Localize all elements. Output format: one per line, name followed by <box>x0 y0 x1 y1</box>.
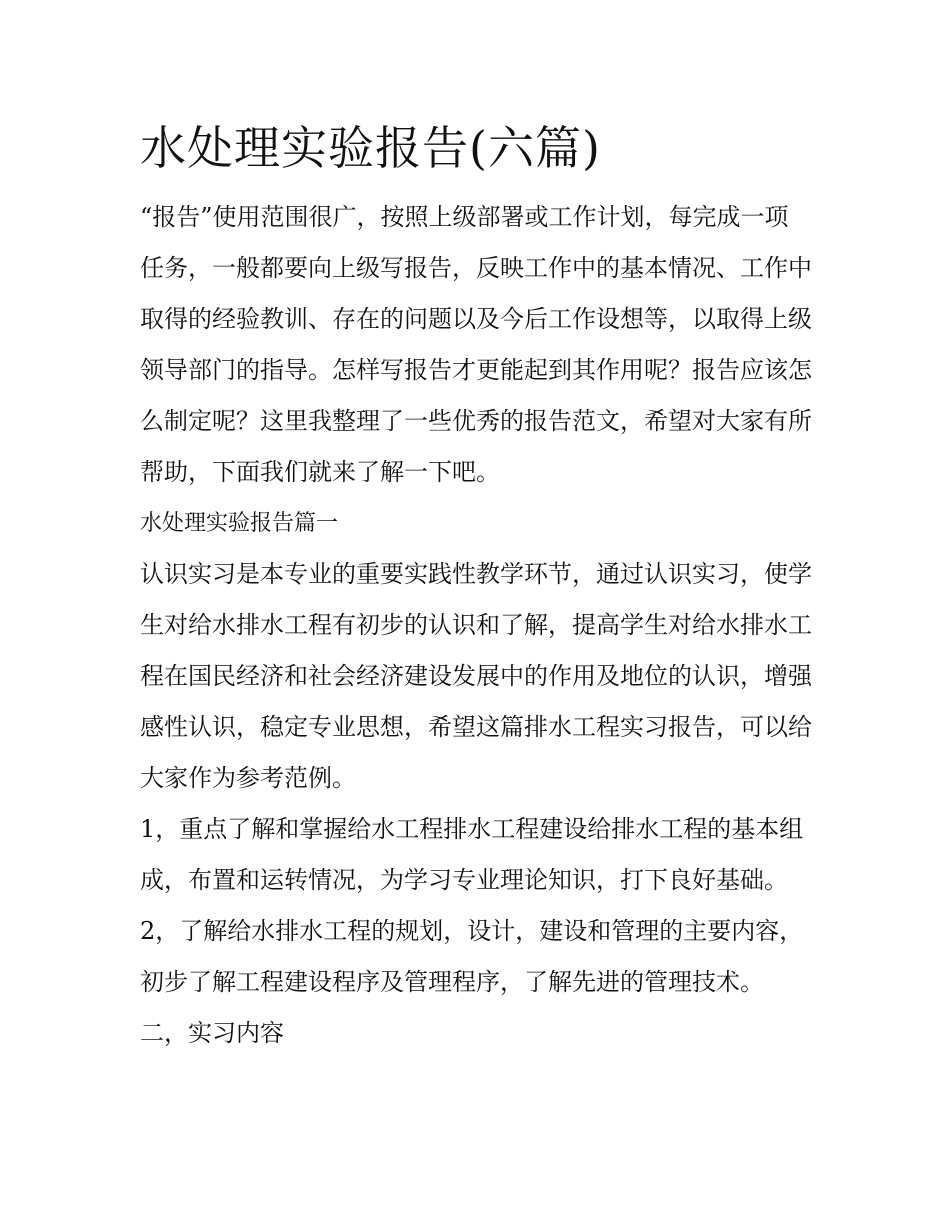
document-title: 水处理实验报告(六篇) <box>140 121 601 175</box>
document-body <box>140 112 812 1059</box>
section-heading: 水处理实验报告篇一 <box>140 511 339 536</box>
section-paragraph: 认识实习是本专业的重要实践性教学环节，通过认识实习，使学生对给水排水工程有初步的认识和了解，提高学生对给水排水工程在国民经济和社会经济建设发展中的作用及地位的认识，增强感性认识，稳定专业思想，希望这篇排水工程实习报告，可以给大家作为参考范例。 <box>140 560 812 792</box>
list-item-1: 1，重点了解和掌握给水工程排水工程建设给排水工程的基本组成，布置和运转情况，为学习专业理论知识，打下良好基础。 <box>140 815 804 894</box>
list-item-2: 2，了解给水排水工程的规划，设计，建设和管理的主要内容，初步了解工程建设程序及管理程序，了解先进的管理技术。 二，实习内容 <box>140 917 804 1047</box>
intro-paragraph: “报告”使用范围很广，按照上级部署或工作计划，每完成一项任务，一般都要向上级写报告，反映工作中的基本情况、工作中取得的经验教训、存在的问题以及今后工作设想等，以取得上级领导部门的指导。怎样写报告才更能起到其作用呢？报告应该怎么制定呢？这里我整理了一些优秀的报告范文，希望对大家有所帮助，下面我们就来了解一下吧。 <box>140 203 812 486</box>
